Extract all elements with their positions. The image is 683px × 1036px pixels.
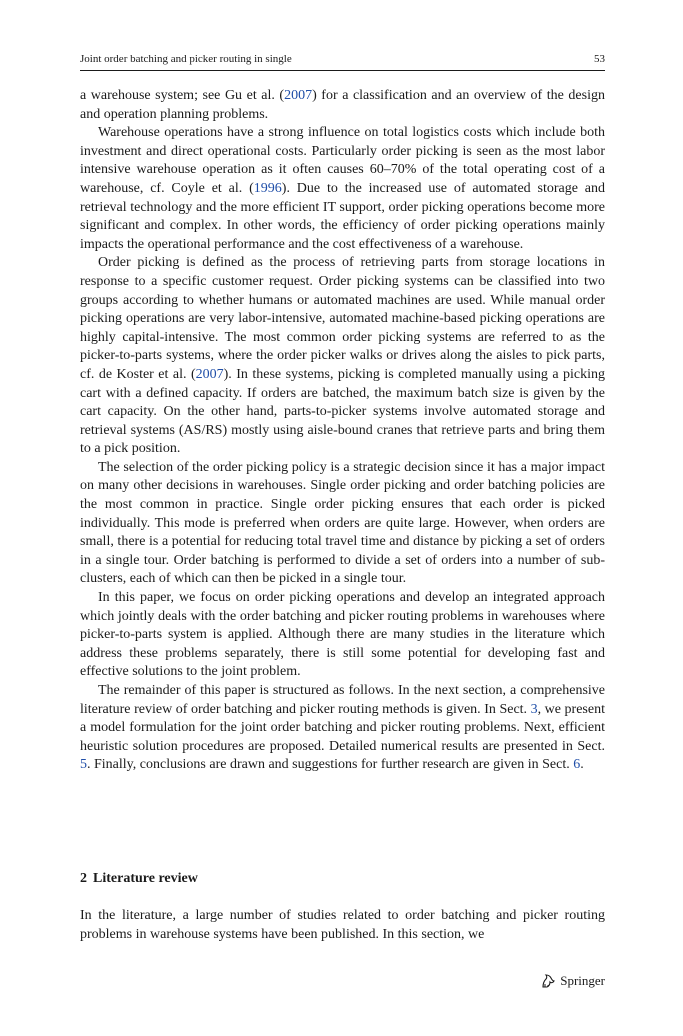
paragraph-text: ) for a classification and an overview of the design and operation planning problems.	[80, 88, 605, 122]
paragraph-text: Warehouse operations have a strong influence on total logistics costs which include both investment and direct operational costs. Particularly order picking is seen as the most labor intensive warehouse operation as it often causes 60–70% of the total operating cost of a warehouse, cf. Coyle et al. (	[80, 125, 605, 196]
running-title: Joint order batching and picker routing in single	[80, 53, 292, 65]
body-text	[80, 87, 605, 775]
paragraph-text: Order picking is defined as the process of retrieving parts from storage locations in response to a specific customer request. Order picking systems can be classified into two groups according to whether humans or automated machines are used. While manual order picking operations are very labor-intensive, automated machine-based picking operations are highly capital-intensive. The most common order picking systems are referred to as the picker-to-parts systems, where the order picker walks or drives along the aisles to pick parts, cf. de Koster et al. (	[80, 255, 605, 382]
paragraph-text: The remainder of this paper is structured as follows. In the next section, a comprehensive literature review of order batching and picker routing methods is given. In Sect.	[80, 683, 605, 717]
paragraph-text: , we present a model formulation for the joint order batching and picker routing problems. Next, efficient heuristic solution procedures are proposed. Detailed numerical results are presented in Sect.	[80, 701, 605, 754]
paragraph-2	[80, 124, 605, 254]
citation-link[interactable]: 2007	[195, 366, 224, 382]
paragraph-text: In this paper, we focus on order picking operations and develop an integrated approach which jointly deals with the order batching and picker routing problems in warehouses where picker-to-parts system is applied. Although there are many studies in the literature which address these problems separately, there is still some potential for developing fast and effective solutions to the joint problem.	[80, 590, 605, 680]
citation-link[interactable]: 2007	[284, 88, 313, 103]
springer-horse-icon	[540, 973, 556, 989]
paragraph-text: .	[580, 757, 584, 773]
paragraph-text: The selection of the order picking policy is a strategic decision since it has a major impact on many other decisions in warehouses. Single order picking and order batching policies are the most common in practice. Single order picking ensures that each order is picked individually. This mode is preferred when orders are quite large. However, when orders are small, there is a potential for reducing total travel time and distance by picking a set of orders in a single tour. Order batching is performed to divide a set of orders into a number of sub-clusters, each of which can then be picked in a single tour.	[80, 459, 605, 587]
page-number: 53	[594, 53, 605, 65]
paragraph-text: ). Due to the increased use of automated storage and retrieval technology and the more efficient IT support, order picking operations become more significant and complex. In other words, the efficiency of order picking operations mainly impacts the operational performance and the cost effectiveness of a warehouse.	[80, 180, 605, 252]
citation-link[interactable]: 1996	[253, 180, 282, 196]
section-heading	[80, 870, 204, 888]
running-head	[80, 52, 605, 68]
paper-page	[80, 0, 605, 1036]
publisher-logo	[540, 972, 605, 990]
citation-link[interactable]: 3	[530, 701, 538, 717]
section-title: Literature review	[93, 871, 198, 886]
section-number: 2	[80, 871, 87, 886]
paragraph-text: ). In these systems, picking is completed manually using a picking cart with a defined capacity. If orders are batched, the maximum batch size is given by the cart capacity. On the other hand, parts-to-picker systems involve automated storage and retrieval systems (AS/RS) mostly using aisle-bound cranes that retrieve parts and bring them to a pick position.	[80, 366, 605, 457]
publisher-name: Springer	[560, 973, 605, 988]
paragraph-6	[80, 682, 605, 775]
paragraph-4	[80, 459, 605, 589]
paragraph-text: a warehouse system; see Gu et al. (	[80, 88, 285, 103]
citation-link[interactable]: 5	[80, 757, 87, 773]
citation-link[interactable]: 6	[573, 757, 581, 773]
paragraph-text: . Finally, conclusions are drawn and suggestions for further research are given in Sect.	[87, 757, 574, 773]
paragraph-5	[80, 589, 605, 682]
paragraph-1	[80, 87, 605, 124]
header-rule	[80, 70, 605, 71]
section-paragraph: In the literature, a large number of studies related to order batching and picker routing problems in warehouse systems have been published. In this section, we	[80, 908, 605, 942]
paragraph-3	[80, 254, 605, 459]
